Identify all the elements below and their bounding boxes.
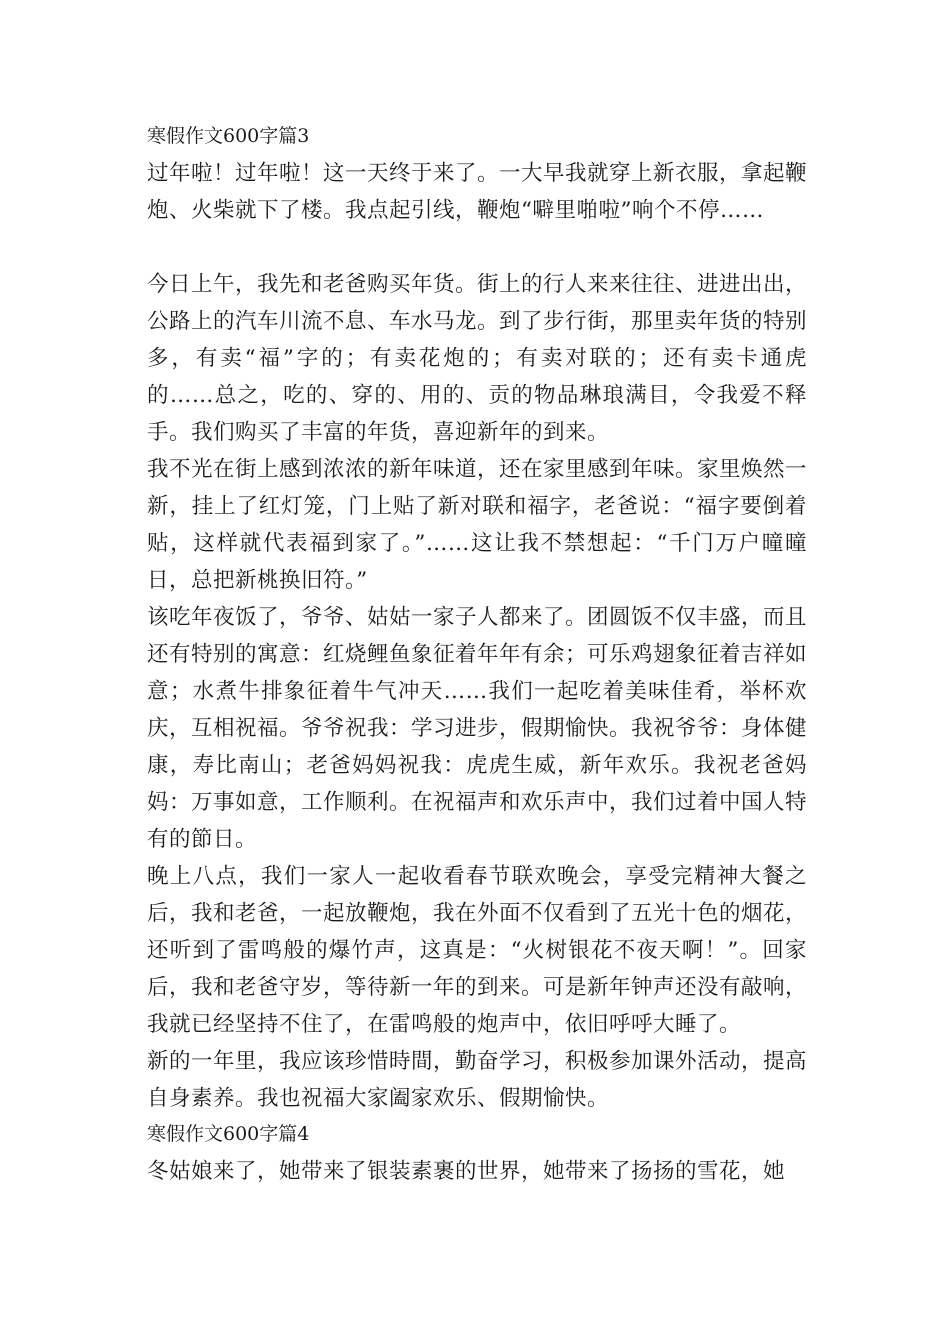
paragraph-3: 我不光在街上感到浓浓的新年味道，还在家里感到年味。家里焕然一新，挂上了红灯笼，门上贴了新对联和福字，老爸说：“福字要倒着贴，这样就代表福到家了。”……这让我不禁想起：“千门万户曈曈日，总把新桃换旧符。”	[147, 457, 808, 593]
paragraph-6: 新的一年里，我应该珍惜時間，勤奋学习，积极参加课外活动，提高自身素养。我也祝福大家阖家欢乐、假期愉快。	[147, 1049, 808, 1111]
paragraph-1: 过年啦！过年啦！这一天终于来了。一大早我就穿上新衣服，拿起鞭炮、火柴就下了楼。我点起引线，鞭炮“噼里啪啦”响个不停……	[147, 161, 808, 223]
paragraph-4: 该吃年夜饭了，爷爷、姑姑一家子人都来了。团圆饭不仅丰盛，而且还有特别的寓意：红烧鲤鱼象征着年年有余；可乐鸡翅象征着吉祥如意；水煮牛排象征着牛气冲天……我们一起吃着美味佳肴，举杯欢庆，互相祝福。爷爷祝我：学习进步，假期愉快。我祝爷爷：身体健康，寿比南山；老爸妈妈祝我：虎虎生威，新年欢乐。我祝老爸妈妈：万事如意，工作顺利。在祝福声和欢乐声中，我们过着中国人特有的節日。	[147, 605, 808, 852]
paragraph-7: 冬姑娘来了，她带来了银装素裹的世界，她带来了扬扬的雪花，她	[147, 1159, 786, 1184]
section-heading-4: 寒假作文600字篇4	[147, 1123, 310, 1145]
paragraph-2: 今日上午，我先和老爸购买年货。街上的行人来来往往、进进出出，公路上的汽车川流不息、车水马龙。到了步行街，那里卖年货的特别多，有卖“福”字的；有卖花炮的；有卖对联的；还有卖卡通虎的……总之，吃的、穿的、用的、贡的物品琳琅满目，令我爱不释手。我们购买了丰富的年货，喜迎新年的到来。	[147, 272, 808, 445]
paragraph-5: 晚上八点，我们一家人一起收看春节联欢晚会，享受完精神大餐之后，我和老爸，一起放鞭炮，我在外面不仅看到了五光十色的烟花，还听到了雷鸣般的爆竹声，这真是：“火树银花不夜天啊！”。回家后，我和老爸守岁，等待新一年的到来。可是新年钟声还没有敲响，我就已经坚持不住了，在雷鸣般的炮声中，依旧呼呼大睡了。	[147, 864, 808, 1037]
section-heading-3: 寒假作文600字篇3	[147, 125, 310, 147]
